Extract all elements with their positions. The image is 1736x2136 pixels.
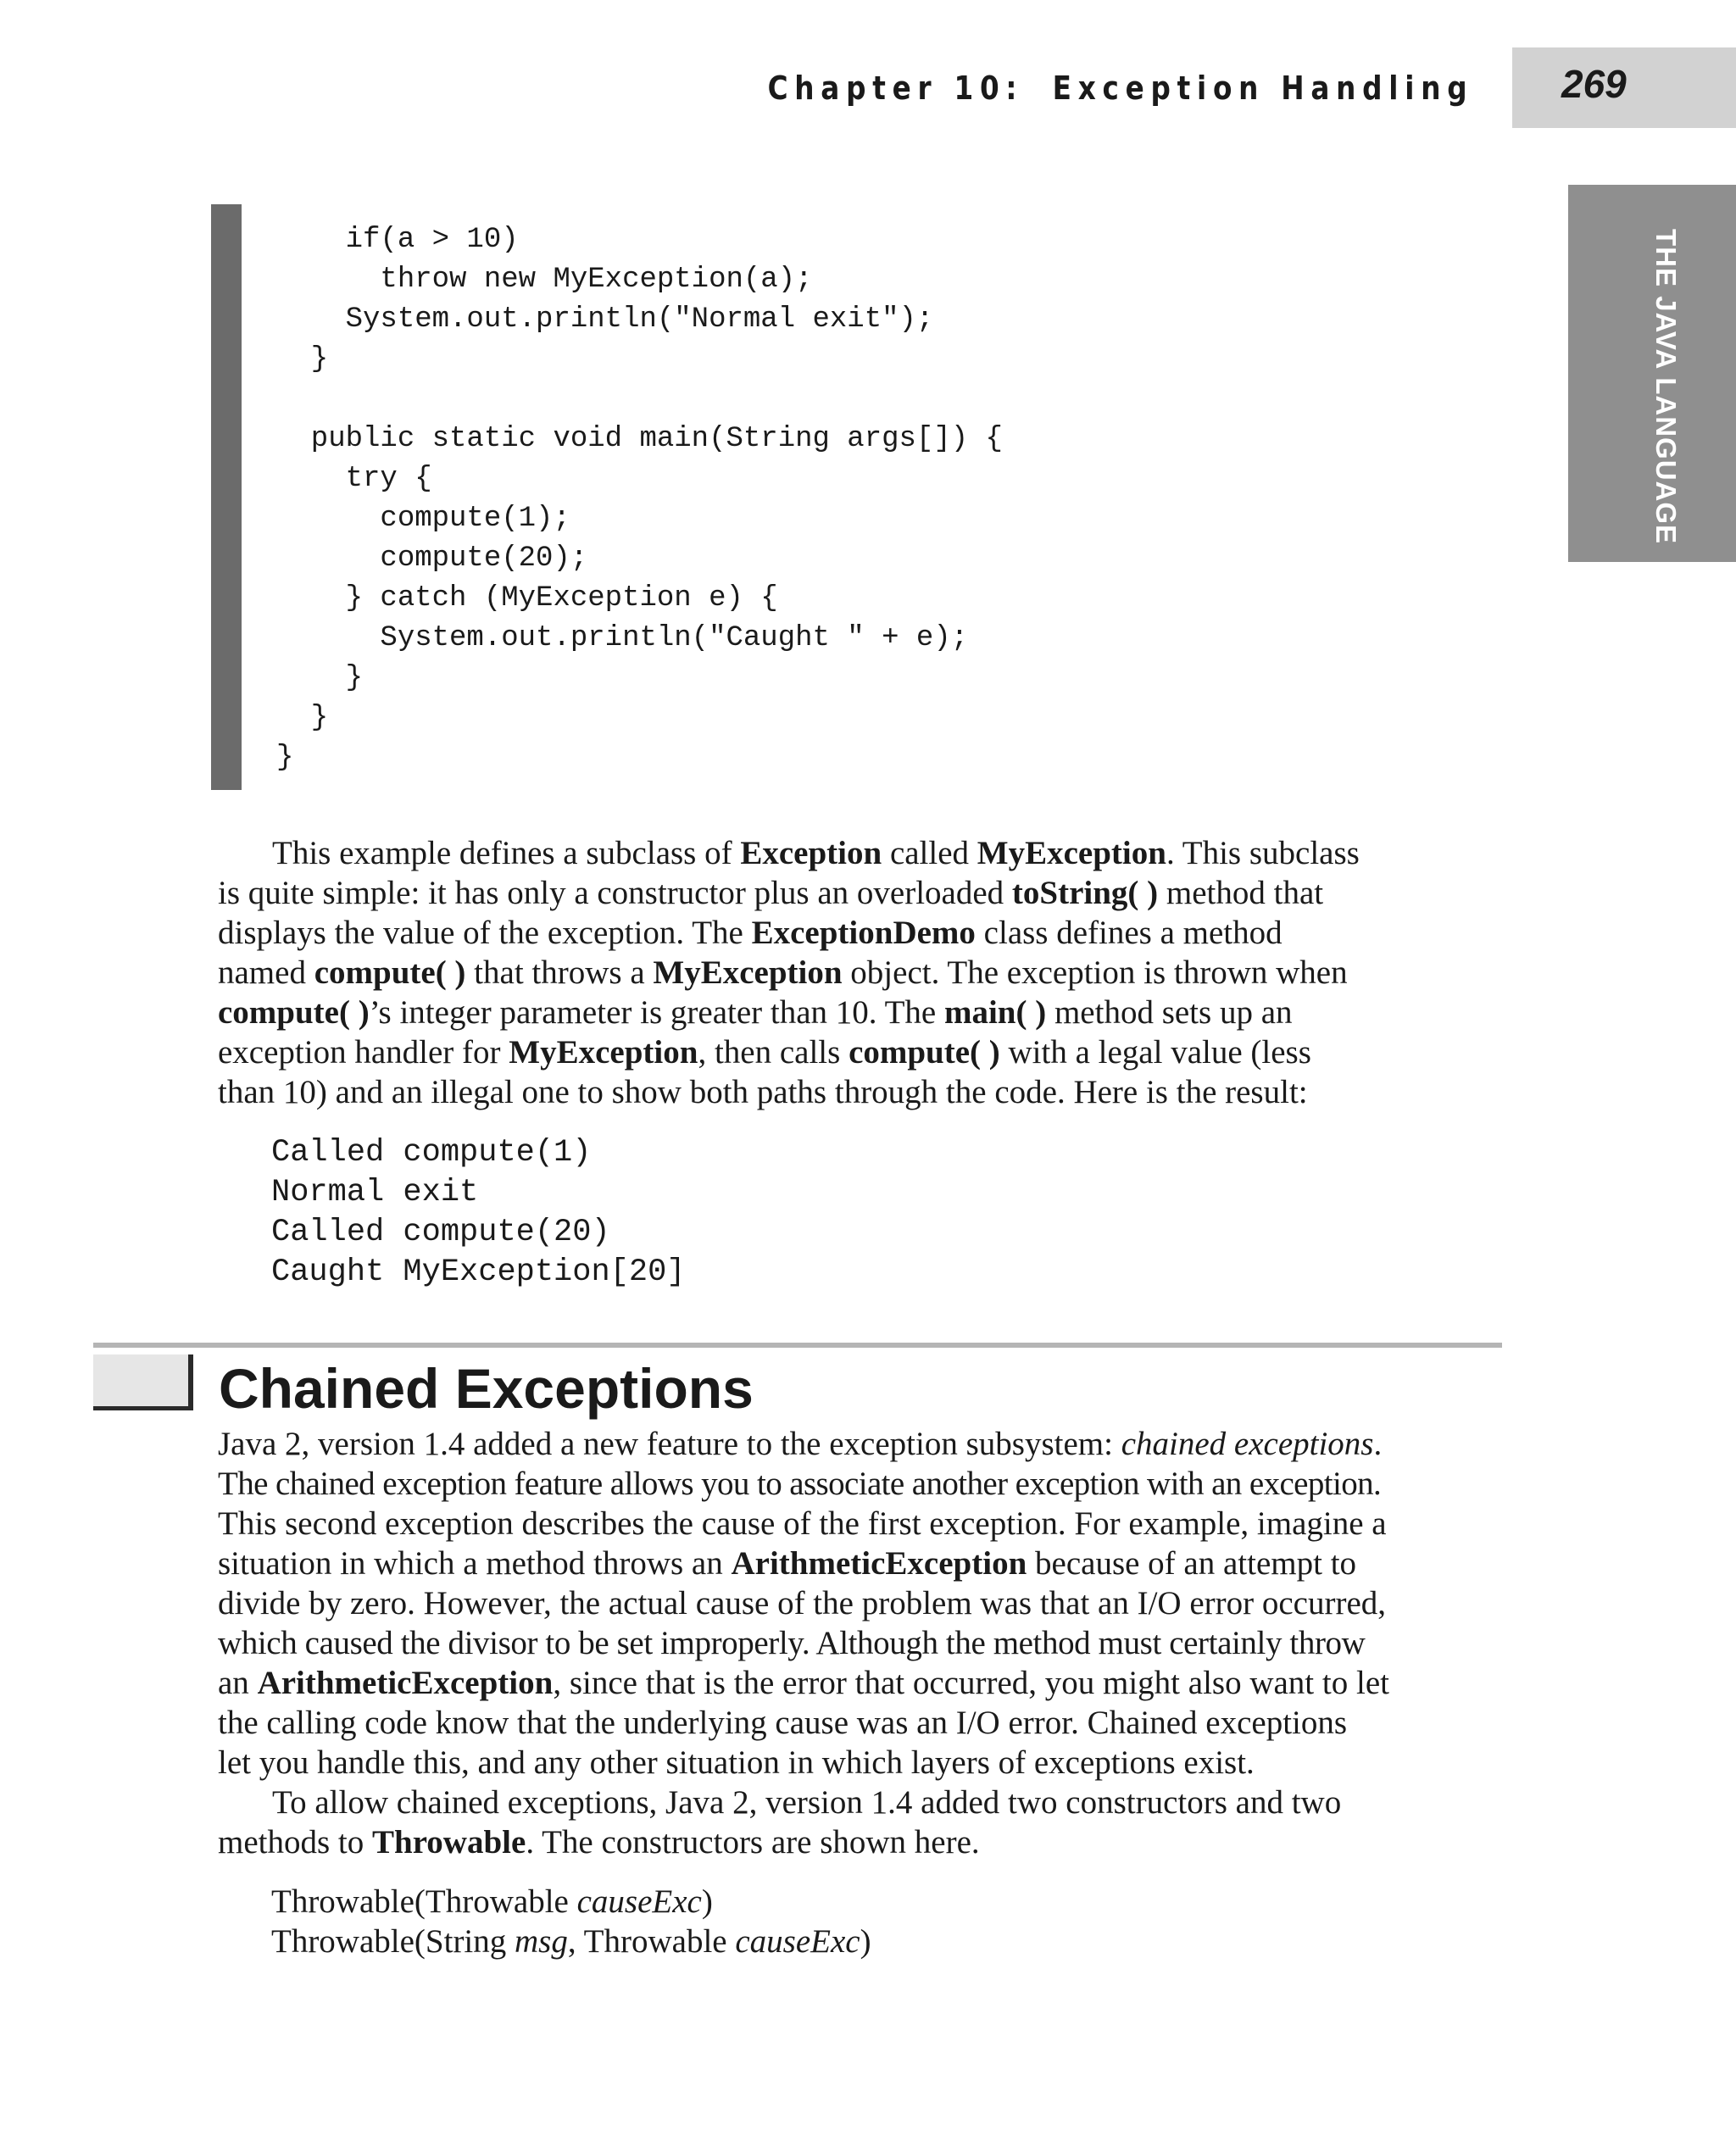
constructor-signature: Throwable(String msg, Throwable causeExc) [271, 1923, 871, 1960]
output-line: Called compute(1) [271, 1135, 592, 1171]
chained-paragraph-1 [218, 1424, 1502, 1783]
chapter-label: Chapter 10: [767, 70, 1023, 107]
output-line: Normal exit [271, 1175, 479, 1210]
output-listing [271, 1133, 685, 1293]
text-line: which caused the divisor to be set improperly. Although the method must certainly throw [218, 1625, 1366, 1661]
code-line: compute(1); [276, 503, 570, 535]
text-line: To allow chained exceptions, Java 2, version 1.4 added two constructors and two [272, 1784, 1342, 1821]
text-line: an ArithmeticException, since that is the error that occurred, you might also want to let [218, 1665, 1389, 1701]
running-head [767, 70, 1473, 107]
text-line: compute( )’s integer parameter is greater than 10. The main( ) method sets up an [218, 994, 1293, 1031]
code-line: } [276, 702, 329, 734]
section-rule [93, 1343, 1502, 1348]
text-line: named compute( ) that throws a MyException object. The exception is thrown when [218, 954, 1348, 991]
output-line: Called compute(20) [271, 1215, 610, 1250]
code-line: if(a > 10) [276, 224, 519, 256]
constructor-signature: Throwable(Throwable causeExc) [271, 1883, 713, 1920]
text-line: exception handler for MyException, then calls compute( ) with a legal value (less [218, 1034, 1311, 1071]
code-line: } catch (MyException e) { [276, 582, 778, 615]
text-line: is quite simple: it has only a constructor plus an overloaded toString( ) method that [218, 875, 1324, 911]
code-line: public static void main(String args[]) { [276, 423, 1003, 455]
text-line: situation in which a method throws an ArithmeticException because of an attempt to [218, 1545, 1357, 1582]
chained-paragraph-2 [218, 1783, 1502, 1862]
text-line: displays the value of the exception. The ExceptionDemo class defines a method [218, 915, 1283, 951]
text-line: methods to Throwable. The constructors are shown here. [218, 1824, 980, 1861]
text-line: Java 2, version 1.4 added a new feature to the exception subsystem: chained exceptions. [218, 1426, 1383, 1462]
text-line: the calling code know that the underlying cause was an I/O error. Chained exceptions [218, 1705, 1348, 1741]
text-line: This second exception describes the cause of the first exception. For example, imagine a [218, 1505, 1387, 1542]
code-line: } [276, 343, 329, 375]
code-listing [276, 220, 1003, 778]
section-heading: Chained Exceptions [219, 1357, 754, 1420]
output-line: Caught MyException[20] [271, 1254, 686, 1290]
page-number: 269 [1561, 62, 1627, 106]
code-line: try { [276, 463, 432, 495]
text-line: The chained exception feature allows you to associate another exception with an exception. [218, 1466, 1382, 1502]
explanation-paragraph [218, 833, 1502, 1112]
code-line: compute(20); [276, 542, 588, 575]
chapter-title: Exception Handling [1052, 70, 1473, 107]
text-line: let you handle this, and any other situation in which layers of exceptions exist. [218, 1744, 1255, 1781]
code-line: } [276, 662, 364, 694]
side-tab-label: THE JAVA LANGUAGE [1650, 229, 1682, 545]
text-line: This example defines a subclass of Exception called MyException. This subclass [272, 835, 1360, 871]
constructor-list [271, 1882, 871, 1961]
code-line [276, 380, 1003, 420]
code-listing-bar [211, 204, 242, 790]
code-line: throw new MyException(a); [276, 264, 813, 296]
code-line: } [276, 742, 294, 774]
code-line: System.out.println("Normal exit"); [276, 303, 934, 336]
text-line: divide by zero. However, the actual cause of the problem was that an I/O error occurred, [218, 1585, 1387, 1621]
text-line: than 10) and an illegal one to show both paths through the code. Here is the result: [218, 1074, 1308, 1110]
code-line: System.out.println("Caught " + e); [276, 622, 969, 654]
section-heading-box [93, 1354, 193, 1410]
